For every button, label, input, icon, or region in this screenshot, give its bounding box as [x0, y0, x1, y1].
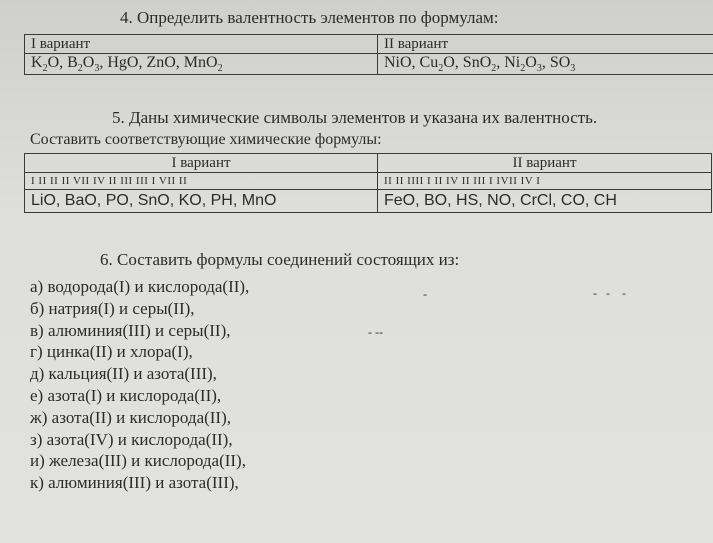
task6-item: а) водорода(I) и кислорода(II),: [30, 277, 250, 296]
task6-item: к) алюминия(III) и азота(III),: [30, 473, 239, 493]
task6-item: ж) азота(II) и кислорода(II),: [30, 407, 232, 427]
task6-item: з) азота(IV) и кислорода(II),: [30, 429, 233, 449]
task6-item: в) алюминия(III) и серы(II),: [30, 320, 231, 340]
stray-mark: - - -: [593, 286, 626, 300]
task5-variant2-valences: II II IIII I II IV II III I IVII IV I: [378, 173, 712, 190]
task6-title: 6. Составить формулы соединений состоящих из:: [100, 250, 460, 269]
task4-table: [24, 34, 713, 75]
task4-header-variant1: I вариант: [25, 35, 378, 54]
task6-item: и) железа(III) и кислорода(II),: [30, 451, 246, 471]
task5-header-variant2: II вариант: [378, 154, 712, 173]
stray-mark: -: [423, 287, 427, 301]
task5-table: [24, 153, 712, 213]
task5-variant1-valences: I II II II VII IV II III III I VII II: [25, 173, 378, 190]
task6-list: [30, 276, 249, 494]
task5-variant1-formulas: LiO, BaO, PO, SnO, KO, PH, MnO: [25, 190, 378, 213]
task4-header-variant2: II вариант: [378, 35, 713, 54]
task6-item: е) азота(I) и кислорода(II),: [30, 385, 222, 405]
task6-item: б) натрия(I) и серы(II),: [30, 298, 195, 318]
task4-variant1-formulas: $K_2O$, $B_2O_3$, HgO, ZnO, MnO$_2$: [25, 54, 378, 75]
task4-title: 4. Определить валентность элементов по формулам:: [120, 8, 499, 27]
task5-title: 5. Даны химические символы элементов и указана их валентность.: [112, 108, 598, 127]
task5-header-variant1: I вариант: [25, 154, 378, 173]
task5-subtitle: Составить соответствующие химические формулы:: [30, 131, 382, 148]
task4-variant2-formulas: NiO, $Cu_2O$, SnO$_2$, $Ni_2O_3$, $SO_3$: [378, 54, 713, 75]
stray-mark: - --: [368, 325, 383, 339]
task6-item: д) кальция(II) и азота(III),: [30, 364, 217, 384]
task5-variant2-formulas: FeO, BO, HS, NO, CrCl, CO, CH: [378, 190, 712, 213]
task6-item: г) цинка(II) и хлора(I),: [30, 342, 193, 362]
